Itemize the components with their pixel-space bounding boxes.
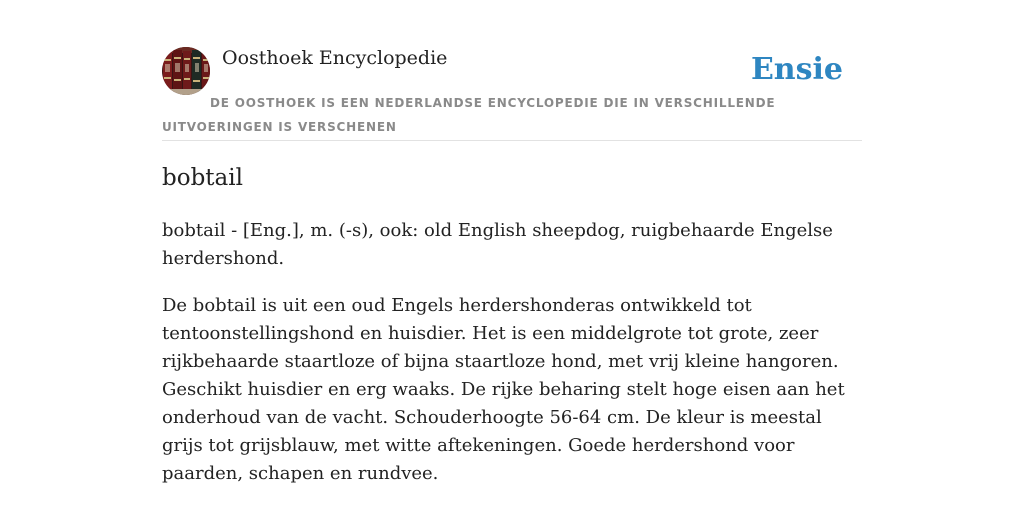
article bbox=[162, 160, 864, 488]
page-title: bobtail bbox=[162, 165, 243, 191]
avatar[interactable] bbox=[162, 47, 210, 95]
description-paragraph: De bobtail is uit een oud Engels herdershonderas ontwikkeld tot tentoonstellingshond en huisdier. Het is een middelgrote tot grote, zeer rijkbehaarde staartloze of bijna staartloze hond, met vrij kleine hangoren. Geschikt huisdier en erg waaks. De rijke beharing stelt hoge eisen aan het onderhoud van de vacht. Schouderhoogte 56-64 cm. De kleur is meestal grijs tot grijsblauw, met witte aftekeningen. Goede herdershond voor paarden, schapen en rundvee. bbox=[162, 295, 845, 484]
site-header bbox=[162, 46, 862, 141]
brand-logo-link[interactable]: Ensie bbox=[750, 52, 843, 87]
encyclopedia-books-icon bbox=[162, 47, 210, 95]
definition-paragraph: bobtail - [Eng.], m. (-s), ook: old English sheepdog, ruigbehaarde Engelse herdershond. bbox=[162, 220, 833, 269]
site-tagline: DE OOSTHOEK IS EEN NEDERLANDSE ENCYCLOPEDIE DIE IN VERSCHILLENDE UITVOERINGEN IS VERSCHENEN bbox=[162, 96, 776, 134]
site-title-link[interactable]: Oosthoek Encyclopedie bbox=[222, 47, 448, 69]
